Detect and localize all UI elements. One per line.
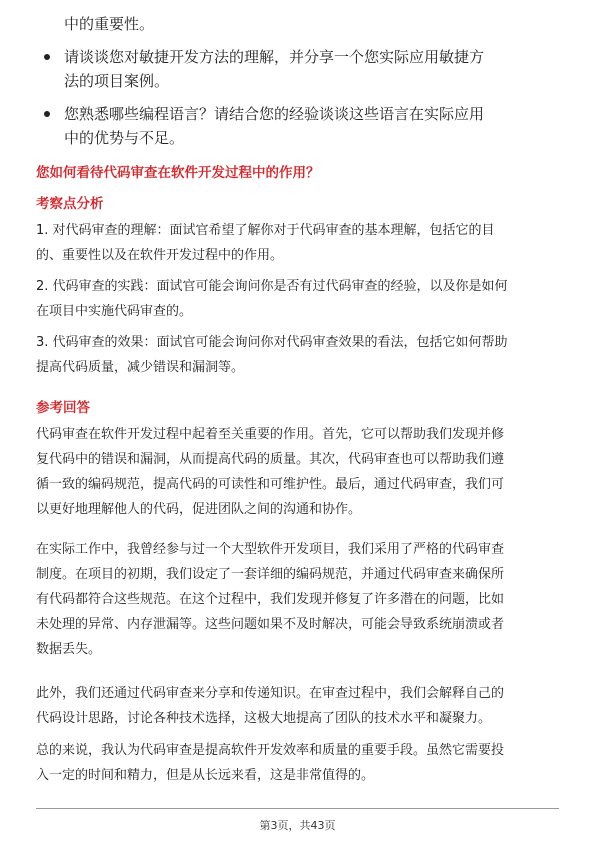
answer-paragraph (36, 681, 561, 731)
bullet-line: 您熟悉哪些编程语言？请结合您的经验谈谈这些语言在实际应用 (64, 105, 485, 123)
answer-paragraph (36, 422, 561, 522)
text-line: 循一致的编码规范，提高代码的可读性和可维护性。最后，通过代码审查，我们可 (36, 477, 505, 492)
analysis-point (36, 330, 561, 380)
text-line: 代码审查在软件开发过程中起着至关重要的作用。首先，它可以帮助我们发现并修 (36, 427, 505, 442)
bullet-dot-icon (44, 111, 50, 117)
text-line: 数据丢失。 (36, 642, 102, 657)
text-line: 有代码都符合这些规范。在这个过程中，我们发现并修复了许多潜在的问题，比如 (36, 592, 505, 607)
text-line: 制度。在项目的初期，我们设定了一套详细的编码规范，并通过代码审查来确保所 (36, 567, 505, 582)
bullet-dot-icon (44, 54, 50, 60)
text-line: 此外，我们还通过代码审查来分享和传递知识。在审查过程中，我们会解释自己的 (36, 686, 505, 701)
page-number: 第3页，共43页 (259, 819, 336, 832)
bullet-line: 法的项目案例。 (64, 72, 170, 90)
text-line: 以更好地理解他人的代码，促进团队之间的沟通和协作。 (36, 502, 362, 517)
bullet-continued-text: 中的重要性。 (64, 15, 155, 33)
text-line: 2. 代码审查的实践：面试官可能会询问你是否有过代码审查的经验，以及你是如何 (36, 279, 508, 294)
text-line: 在项目中实施代码审查的。 (36, 304, 193, 319)
question-heading: 您如何看待代码审查在软件开发过程中的作用？ (36, 165, 320, 181)
analysis-point (36, 218, 561, 268)
bullet-line: 中的优势与不足。 (64, 129, 185, 147)
text-line: 代码设计思路，讨论各种技术选择，这极大地提高了团队的技术水平和凝聚力。 (36, 711, 492, 726)
text-line: 3. 代码审查的效果：面试官可能会询问你对代码审查效果的看法，包括它如何帮助 (36, 335, 508, 350)
text-line: 复代码中的错误和漏洞，从而提高代码的质量。其次，代码审查也可以帮助我们遵 (36, 452, 505, 467)
footer-divider (36, 808, 559, 809)
answer-paragraph (36, 738, 561, 788)
text-line: 入一定的时间和精力，但是从长远来看，这是非常值得的。 (36, 768, 375, 783)
text-line: 提高代码质量，减少错误和漏洞等。 (36, 360, 245, 375)
text-line: 总的来说，我认为代码审查是提高软件开发效率和质量的重要手段。虽然它需要投 (36, 743, 505, 758)
text-line: 1. 对代码审查的理解：面试官希望了解你对于代码审查的基本理解，包括它的目 (36, 223, 495, 238)
text-line: 未处理的异常、内存泄漏等。这些问题如果不及时解决，可能会导致系统崩溃或者 (36, 617, 505, 632)
bullet-line: 请谈谈您对敏捷开发方法的理解，并分享一个您实际应用敏捷方 (64, 48, 485, 66)
text-line: 的、重要性以及在软件开发过程中的作用。 (36, 248, 284, 263)
answer-heading: 参考回答 (36, 400, 90, 416)
analysis-point (36, 274, 561, 324)
text-line: 在实际工作中，我曾经参与过一个大型软件开发项目，我们采用了严格的代码审查 (36, 542, 505, 557)
bullet-item (40, 45, 560, 93)
answer-paragraph (36, 537, 561, 662)
analysis-heading: 考察点分析 (36, 196, 104, 212)
question-bullet-list (40, 12, 560, 150)
bullet-item (40, 102, 560, 150)
